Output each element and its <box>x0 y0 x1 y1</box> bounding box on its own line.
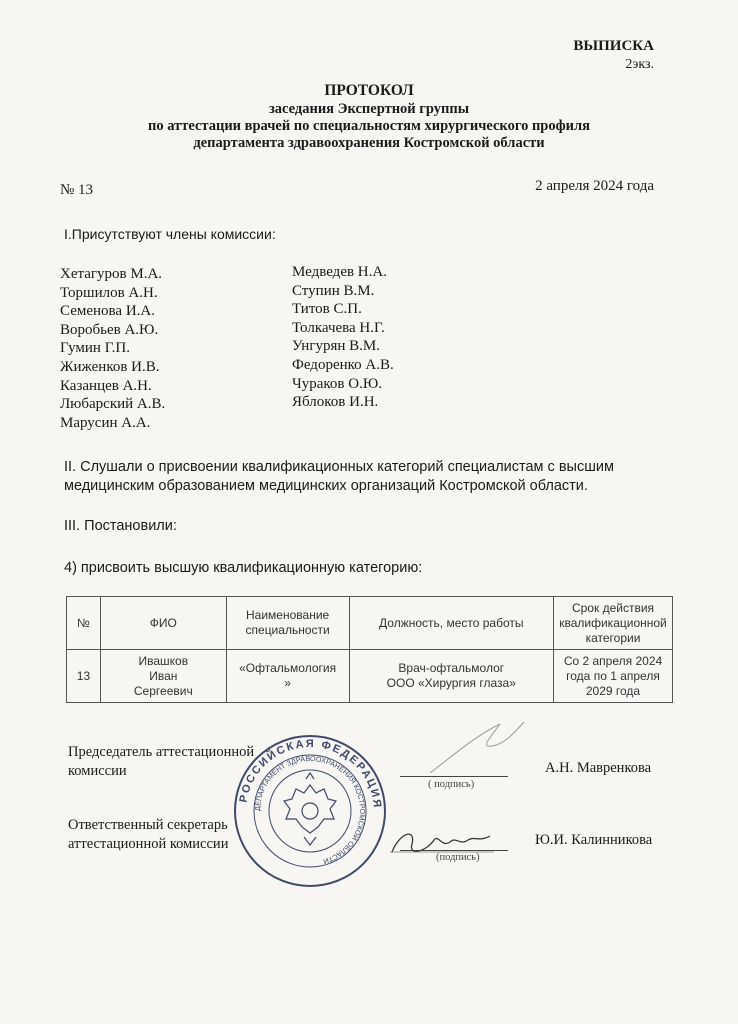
members-right-column <box>292 263 394 412</box>
member-name: Толкачева Н.Г. <box>292 319 385 336</box>
coat-of-arms-icon <box>284 773 336 845</box>
certification-table <box>66 596 673 703</box>
member-name: Семенова И.А. <box>60 303 155 320</box>
header-position: Должность, место работы <box>349 597 553 650</box>
cell-position <box>349 650 553 703</box>
member-name: Ступин В.М. <box>292 282 375 299</box>
specialty-line-2: » <box>284 676 291 690</box>
protocol-subtitle-line-1: заседания Экспертной группы <box>268 101 470 117</box>
member-name: Хетагуров М.А. <box>60 266 163 282</box>
protocol-title: ПРОТОКОЛ <box>324 82 414 99</box>
protocol-subtitle-line-3: департамента здравоохранения Костромской области <box>193 135 545 151</box>
secretary-signature-hint: (подпись) <box>436 852 480 863</box>
chair-name: А.Н. Мавренкова <box>545 760 652 776</box>
member-name: Федоренко А.В. <box>292 356 394 373</box>
secretary-label-line-1: Ответственный секретарь <box>68 817 228 833</box>
chair-label <box>68 743 254 781</box>
protocol-subtitle-line-2: по аттестации врачей по специальностям хирургического профиля <box>148 118 590 134</box>
cell-term: Со 2 апреля 2024 года по 1 апреля 2029 года <box>554 650 673 703</box>
chair-signature-hint: ( подпись) <box>428 779 475 790</box>
member-name: Яблоков И.Н. <box>292 394 379 411</box>
secretary-signature <box>386 822 496 862</box>
member-name: Любарский А.В. <box>60 396 166 413</box>
header-term: Срок действия квалификационной категории <box>554 597 673 650</box>
member-name: Марусин А.А. <box>60 414 151 431</box>
extract-title: ВЫПИСКА <box>573 38 654 54</box>
member-name: Гумин Г.П. <box>60 340 131 357</box>
chair-label-line-1: Председатель аттестационной <box>68 744 255 760</box>
chair-label-line-2: комиссии <box>68 763 127 779</box>
decided-heading: III. Постановили: <box>64 518 177 534</box>
member-name: Жиженков И.В. <box>60 358 160 375</box>
official-stamp <box>232 733 388 889</box>
secretary-label <box>68 816 228 854</box>
protocol-number: № 13 <box>60 182 94 198</box>
member-name: Торшилов А.Н. <box>60 284 158 301</box>
fio-surname: Ивашков <box>138 653 189 668</box>
header-specialty: Наименование специальности <box>226 597 349 650</box>
member-name: Медведев Н.А. <box>292 264 387 280</box>
member-name: Казанцев А.Н. <box>60 377 152 394</box>
fio-patronymic: Сергеевич <box>133 683 193 698</box>
svg-text:ДЕПАРТАМЕНТ ЗДРАВООХРАНЕНИЯ КО <box>253 754 367 866</box>
chair-signature <box>420 718 530 778</box>
cell-fio <box>100 650 226 703</box>
attendees-heading: I.Присутствуют члены комиссии: <box>64 226 276 242</box>
fio-name: Иван <box>149 668 178 683</box>
cell-specialty <box>226 650 349 703</box>
header-fio: ФИО <box>100 597 226 650</box>
position-workplace: ООО «Хирургия глаза» <box>386 676 516 690</box>
member-name: Воробьев А.Ю. <box>60 321 159 338</box>
position-title: Врач-офтальмолог <box>398 661 505 675</box>
secretary-name: Ю.И. Калинникова <box>535 832 653 848</box>
member-name: Титов С.П. <box>292 301 362 318</box>
stamp-outer-text: РОССИЙСКАЯ ФЕДЕРАЦИЯ <box>237 737 384 810</box>
protocol-date: 2 апреля 2024 года <box>535 178 654 194</box>
table-header-row <box>67 597 673 650</box>
secretary-label-line-2: аттестационной комиссии <box>68 836 229 852</box>
member-name: Унгурян В.М. <box>292 338 381 355</box>
member-name: Чураков О.Ю. <box>292 375 383 392</box>
table-row <box>67 650 673 703</box>
specialty-line-1: «Офтальмология <box>239 661 337 675</box>
header-number: № <box>67 597 101 650</box>
cell-number: 13 <box>67 650 101 703</box>
stamp-inner-text: ДЕПАРТАМЕНТ ЗДРАВООХРАНЕНИЯ КОСТРОМСКОЙ ОБЛАСТИ <box>252 753 368 867</box>
members-left-column <box>60 265 165 432</box>
copies-count: 2экз. <box>625 57 654 72</box>
heard-paragraph: II. Слушали о присвоении квалификационных категорий специалистам с высшим медицинским образованием медицинских организаций Костромской области. <box>64 459 614 494</box>
assignment-item: 4) присвоить высшую квалификационную категорию: <box>64 560 423 576</box>
